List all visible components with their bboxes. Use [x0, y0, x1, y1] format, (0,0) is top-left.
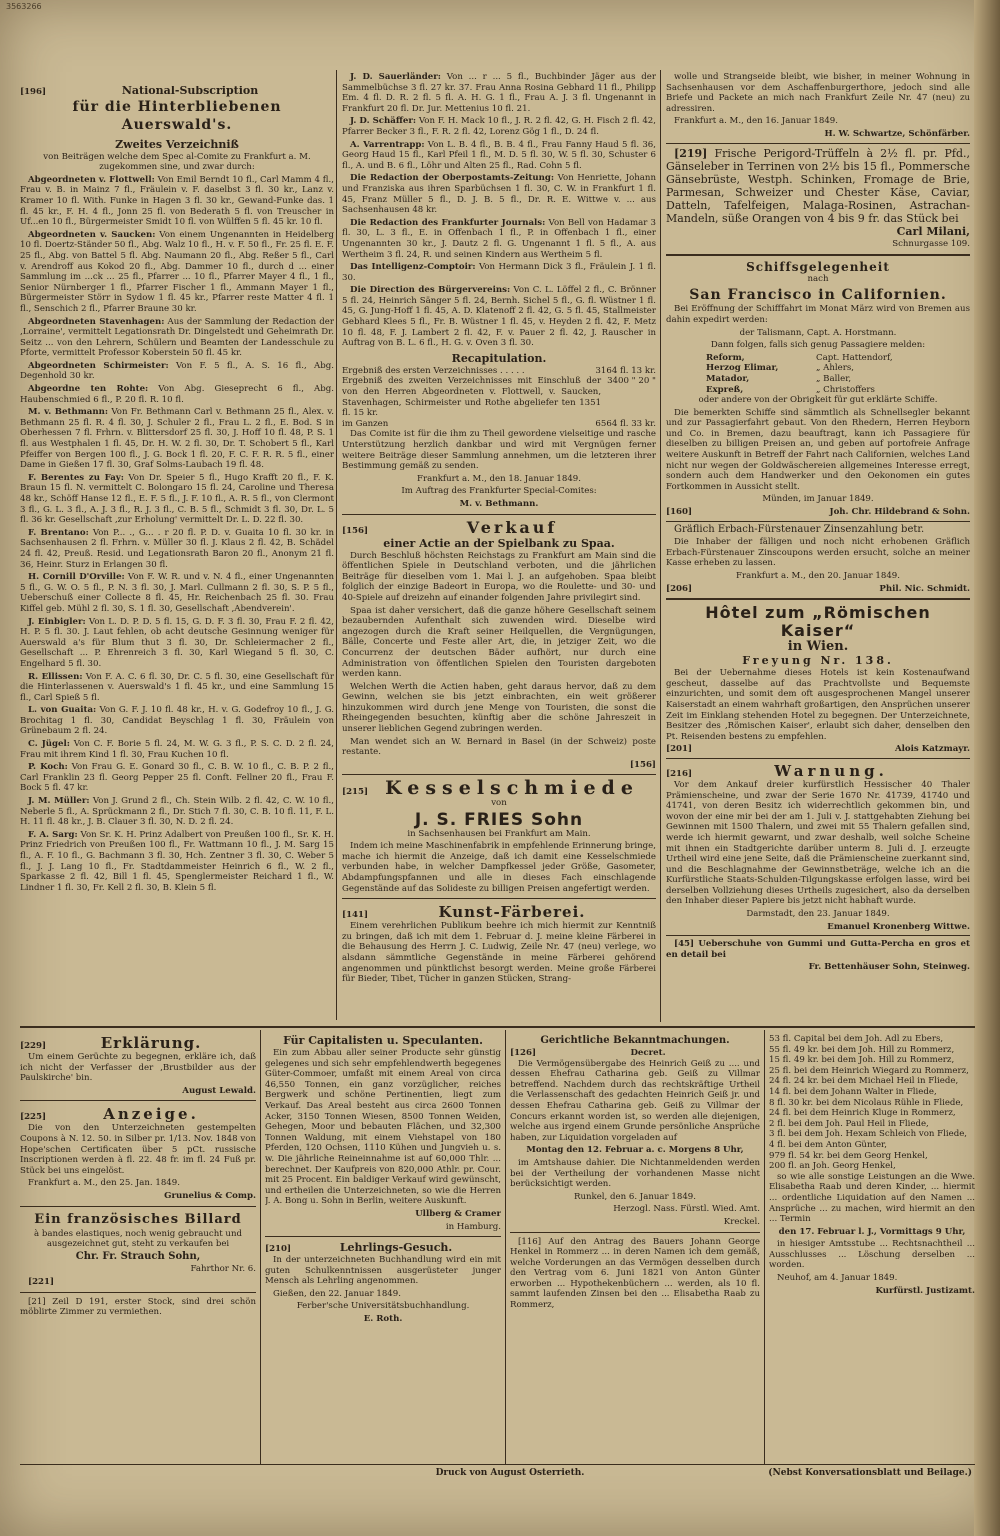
ad215-text: Indem ich meine Maschinenfabrik in empfehlende Erinnerung bringe, mache ich hiermit die Anzeige, daß ich damit eine Kesselschmiede verbunden habe, in welcher Dampfkessel jeder Größe, Gasometer, Abdampfungspfannen und alle in dieses Fach einschlagende Gegenstände auf das Solideste zu billigen Preisen angefertigt werden. — [342, 841, 656, 894]
subscription-entry: Abgeordneten v. Saucken: Von einem Ungenannten in Heidelberg 10 fl. Doertz-Ständer 50 fl., Abg. Walz 10 fl., H. v. F. 50 fl., Fr. 25 fl. E. F. 25 fl., Abg. von Battel 5 fl. Abg. Naumann 20 fl., Abg. Reßer 5 fl., Carl v. Arendroff aus Kokod 20 fl., Abg. Dammer 10 fl., durch d ... einer Sammlung im ...ck ... 25 fl., Pfarrer ... 10 fl., Pfarrer Mayer 4 fl., 1 fl., Senior Nürnberger 1 fl., Pfarrer Fischer 1 fl., Ammann Mayer 1 fl., Bürgermeister Störr in Sydow 1 fl. 45 kr., Pfarrer reste Matter 4 fl. 1 fl., Senschich 2 fl., Pfarrer Braune 30 kr. — [20, 229, 334, 314]
footer-rule — [20, 1464, 975, 1465]
ship-name: Herzog Elimar, — [706, 363, 779, 374]
claim-item: 15 fl. 49 kr. bei dem Joh. Hill zu Rommerz, — [769, 1055, 955, 1066]
recap-row — [342, 376, 656, 418]
billard-number: [221] — [28, 1276, 55, 1287]
subscription-entries — [20, 175, 334, 894]
ship-nach: nach — [807, 273, 829, 284]
section-rule — [342, 898, 656, 899]
column-3 — [666, 72, 970, 1020]
recap-label: Ergebniß des ersten Verzeichnisses . . . . . — [342, 365, 525, 376]
lehr-sign1: Ferber'sche Universitätsbuchhandlung. — [296, 1301, 470, 1312]
cap-number: [210] — [265, 1244, 292, 1255]
ad45-text: Ueberschuhe von Gummi und Gutta-Percha en gros et en detail bei — [666, 939, 970, 960]
claim-item: 200 fl. an Joh. Georg Henkel, — [769, 1161, 896, 1172]
column-divider — [764, 1030, 765, 1464]
ship-captain: „ Baller, — [816, 373, 852, 384]
warn-text: Vor dem Ankauf dreier kurfürstlich Hessischer 40 Thaler Prämienscheine, und zwar der Serie 1670 Nr. 41739, 41740 und 41741, von deren Besitz ich widerrechtlich gekommen bin, und wovon der eine mir bei der am 1. Juli v. J. stattgehabten Ziehung bei Gewinnen mit 1500 Thalern, und zwei mit 55 Thalern gefallen sind, werde ich hiermit gewarnt, und zwar deshalb, weil solche Scheine mit ihnen ein Stadtgerichte darüber unterm 8. Juli d. J. erzeugte Urtheil wird eine jene Seite, daß die Prämienscheine zuerkannt sind, und die Beschlagnahme der Gewinnstbeträge, welche ich an die Kurfürstliche Staats-Schulden-Tilgungskasse erfolgen lasse, wird bei derselben Vollziehung dieses Urtheils zugesichert, also da derselben den Inhaber dieser Papiere bis jetzt nicht habhaft wurde. — [666, 779, 970, 907]
section-rule — [342, 774, 656, 775]
recap-row — [342, 419, 656, 430]
bottom-column-a — [20, 1034, 256, 1462]
subscription-entry: Abgeordneten v. Flottwell: Von Emil Berndt 10 fl., Carl Mamm 4 fl., Frau v. B. in Mainz 7 fl., Fräulein v. F. daselbst 3 fl. 30 kr., Lanz v. Kramer 10 fl. With. Funke in Hagen 3 fl. 30 kr., Gewand-Funke das. 1 fl. 45 kr., F. H. 4 fl., Jonn 25 fl. von Bederath 5 fl. von Treuscher in Uf...en 10 fl., Bürgermeister Smidt 10 fl. von Wülffen 5 fl. 45 kr. 10 fl. — [20, 174, 334, 228]
column-2 — [342, 72, 656, 1018]
ad215-von: von — [491, 798, 507, 809]
recap-row — [342, 366, 656, 377]
ad225-number: [225] — [20, 1112, 47, 1123]
ship-date: Münden, im Januar 1849. — [762, 494, 874, 505]
ad229-sign: August Lewald. — [182, 1085, 256, 1096]
footer-printer: Druck von August Osterrieth. — [435, 1468, 585, 1478]
ad141-title: Kunst-Färberei. — [438, 903, 586, 922]
section-rule — [510, 1232, 760, 1233]
hotel-city: in Wien. — [787, 639, 849, 655]
subscription-entry: Abgeordneten Stavenhagen: Aus der Sammlung der Redaction der ‚Lorraine', vermittelt Legationsrath Dr. Dingelstedt und Geheimrath Dr. Seitz ... von den Lehrern, Schülern und Beamten der Landesschule zu Pforte, vermittelt Professor Koberstein 50 fl. 45 kr. — [20, 316, 334, 359]
dyer-continued: wolle und Strangseide bleibt, wie bisher, in meiner Wohnung in Sachsenhausen vor dem Aschaffenburgerthore, jedoch sind alle Briefe und Packete an mich nach Frankfurt Zeile Nr. 47 (neu) zu adressiren. — [666, 72, 970, 114]
claim-item: 53 fl. Capital bei dem Joh. Adl zu Ebers, — [769, 1034, 944, 1044]
section-rule — [666, 598, 970, 600]
ad225-title: Anzeige. — [103, 1105, 199, 1124]
ad215-place: in Sachsenhausen bei Frankfurt am Main. — [407, 828, 591, 839]
warn-date: Darmstadt, den 23. Januar 1849. — [746, 909, 890, 920]
warn-number: [216] — [666, 768, 693, 779]
page-number: [196] — [20, 87, 47, 97]
ad156-p3: Welchen Werth die Actien haben, geht daraus hervor, daß zu dem Gewinn, welchen sie bis jetzt einbrachten, ein weit größerer hinzukommen wird durch jene Menge von Touristen, die sonst die Rheingegenden besuchten, künftig aber die schöne Jahreszeit in unserer lieblichen Gegend zubringen werden. — [342, 681, 656, 735]
ger-text2: im Amtshause dahier. Die Nichtanmeldenden werden bei der Vertheilung der vorhandenen Masse nicht berücksichtigt werden. — [510, 1157, 760, 1190]
ship-row — [666, 353, 970, 364]
subscription-entry: F. Brentano: Von P... ., G... . r 20 fl. P. D. v. Guaita 10 fl. 30 kr. in Sachsenhausen 2 fl. Frhrn. v. Müller 30 fl. J. Klaus 2 fl. 42, B. Schädel 24 fl. 42, Preuß. Resid. und Legationsrath Baron 20 fl., Anonym 21 fl. 36, Heinr. Sturz in Erlangen 30 fl. — [20, 527, 334, 570]
recap-table — [342, 366, 656, 430]
subscription-entry: J. Einbigler: Von L. D. P. D. 5 fl. 15, G. D. F. 3 fl. 30, Frau F. 2 fl. 42, H. P. 5 fl. 30. J. Laut fehlen, ob acht deutsche Gesinnung weniger für Auerswald a's für Blum thut 3 fl. 30, Dr. Schleiermacher 2 fl., Gesellschaft ... P. Ehrenreich 3 fl. 30, Karl Wiegand 5 fl. 30, C. Engelhard 5 fl. 30. — [20, 616, 334, 669]
recap-value: 3164 fl. 13 kr. — [595, 365, 656, 376]
subscription-entry: Die Redaction der Oberpostamts-Zeitung: Von Henriette, Johann und Franziska aus ihren Sparbüchsen 1 fl. 30, C. W. in Frankfurt 1 fl. 45, Franz Müller 5 fl., D. J. B. 5 fl., Dr. R. E. Wittwe v. ... aus Sachsenhausen 48 kr. — [342, 173, 656, 216]
ship-list — [666, 353, 970, 395]
ad45-sign: Fr. Bettenhäuser Sohn, Steinweg. — [808, 962, 970, 973]
ad156-number: [156] — [342, 525, 369, 536]
ship-captain: „ Christoffers — [816, 384, 875, 395]
recap-label: im Ganzen — [342, 418, 389, 429]
closing-sign-intro: Im Auftrag des Frankfurter Special-Comites: — [401, 486, 597, 497]
claim-item: 25 fl. bei dem Heinrich Wiegard zu Rommerz, — [769, 1065, 969, 1076]
subscription-title: für die Hinterbliebenen Auerswald's. — [72, 98, 282, 133]
claim-item: 2 fl. bei dem Joh. Paul Heil in Fliede, — [769, 1118, 929, 1129]
subscription-entry: Abgeordneten Schirmeister: Von F. 5 fl., A. S. 16 fl., Abg. Degenhold 30 kr. — [20, 360, 334, 382]
lehr-sign2: E. Roth. — [363, 1314, 403, 1325]
subscription-entry: H. Cornill D'Orville: Von F. W. R. und v. N. 4 fl., einer Ungenannten 5 fl., G. W. O. 5 fl., P. N. 3 fl. 30, J. Marl. Cullmann 2 fl. 30, S. P. 5 fl., Ueberschuß einer Collecte 8 fl. 45, Hr. Reichenbach 25 fl. 30. Frau Kiffel geb. Mühl 2 fl. 30, S. 1 fl. 30, Gesellschaft ‚Abendverein'. — [20, 572, 334, 614]
ad156-subtitle: einer Actie an der Spielbank zu Spaa. — [383, 536, 615, 550]
ad206-date: Frankfurt a. M., den 20. Januar 1849. — [736, 571, 900, 581]
claim-item: 14 fl. bei dem Johann Walter in Fliede, — [769, 1086, 937, 1097]
ad215-firm: J. S. FRIES Sohn — [414, 809, 584, 830]
section-rule — [666, 143, 970, 144]
ad219-sign: Carl Milani, — [896, 224, 970, 238]
archive-mark: 3563266 — [6, 2, 42, 11]
ad229-text: Um einem Gerüchte zu begegnen, erkläre ich, daß ich nicht der Verfasser der ‚Brustbilder aus der Paulskirche' bin. — [20, 1052, 256, 1084]
ad206-sign: Phil. Nic. Schmidt. — [879, 583, 970, 594]
ad219-text: Frische Perigord-Trüffeln à 2½ fl. pr. Pfd., Gänseleber in Terrinen von 2½ bis 15 fl., Pommersche Gänsebrüste, Westph. Schinken, Fromage de Brie, Parmesan, Schweizer und Chester Käse, Caviar, Datteln, Tafelfeigen, Malaga-Rosinen, Astrachan-Mandeln, süße Orangen von 4 bis 9 fr. das Stück bei — [666, 146, 970, 225]
bottom-section-rule — [20, 1026, 975, 1028]
ad229-number: [229] — [20, 1041, 47, 1051]
claim-item: 4 fl. bei dem Anton Günter, — [769, 1139, 887, 1150]
cap-place: in Hamburg. — [445, 1221, 501, 1232]
footer-note: (Nebst Konversationsblatt und Beilage.) — [768, 1468, 972, 1478]
list-date: Neuhof, am 4. Januar 1849. — [777, 1273, 898, 1284]
section-rule — [342, 514, 656, 515]
list-termin: den 17. Februar l. J., Vormittags 9 Uhr, — [778, 1226, 966, 1237]
lehr-date: Gießen, den 22. Januar 1849. — [273, 1288, 401, 1299]
ad156-p4: Man wendet sich an W. Bernard in Basel (in der Schweiz) poste restante. — [342, 736, 656, 758]
claims-list — [769, 1034, 975, 1172]
hotel-number: [201] — [666, 744, 693, 755]
ad229-title: Erklärung. — [100, 1034, 202, 1052]
column-1 — [20, 86, 334, 1026]
warn-title: Warnung. — [774, 761, 888, 780]
ship-sign: Joh. Chr. Hildebrand & Sohn. — [829, 507, 970, 518]
recap-label: Ergebniß des zweiten Verzeichnisses mit Einschluß der von den Herren Abgeordneten v. Flottwell, v. Saucken, Stavenhagen, Schirmeister und Rothe abgeliefer ten 1351 fl. 15 kr. — [342, 376, 602, 419]
ship-row — [666, 385, 970, 396]
subscription-subtitle: Zweites Verzeichniß — [115, 137, 239, 151]
hotel-text: Bei der Uebernahme dieses Hotels ist kein Kostenaufwand gescheut, dasselbe auf das Prachtvollste und Bequemste einzurichten, und somit dem oft ausgesprochenen Mangel unserer Kaiserstadt an einem wahrhaft großartigen, den Ansprüchen unserer Zeit im Einklang stehenden Hotel zu begegnen. Der Unterzeichnete, Besitzer des ‚Römischen Kaiser', erlaubt sich daher, denselben den Pt. Reisenden bestens zu empfehlen. — [666, 668, 970, 742]
lehr-text: In der unterzeichneten Buchhandlung wird ein mit guten Schulkenntnissen ausgerüsteter junger Mensch als Lehrling angenommen. — [265, 1255, 501, 1287]
column-divider — [336, 70, 337, 1020]
ad225-date: Frankfurt a. M., den 25. Jan. 1849. — [28, 1178, 180, 1189]
hotel-title: Hôtel zum „Römischen Kaiser“ — [705, 603, 931, 641]
ship-description: Die bemerkten Schiffe sind sämmtlich als Schnellsegler bekannt und zur Passagierfahrt gebaut. Von den Rhedern, Herren Heyborn und Co. in Bremen, dazu beauftragt, kann ich Passagiere für dieselben zu billigen Preisen an, und geben auf portofreie Anfrage weitere Auskunft in Betreff der Fahrt nach Californien, welches Land nicht nur wegen der Goldwäschereien allgemeines Interesse erregt, sondern auch dem Handwerker und den Oekonomen ein gutes Fortkommen in Aussicht stellt. — [666, 407, 970, 492]
subscription-kicker: National-Subscription — [121, 86, 259, 97]
list-text: so wie alle sonstige Leistungen an die Wwe. Elisabetha Raab und deren Kinder, ... hiermit ... ordentliche Liquidation auf den Namen ... Ansprüche ... zu machen, wird hiermit an den ... Termin — [769, 1171, 975, 1225]
subscription-entry: J. M. Müller: Von J. Grund 2 fl., Ch. Stein Wilb. 2 fl. 42, C. W. 10 fl., Neberle 5 fl., A. Sprückmann 2 fl., Dr. Stich 7 fl. 30, C. B. 10 fl. 11, F. L. H. 11 fl. 48 kr., J. B. Clauer 3 fl. 30, N. D. 2 fl. 24. — [20, 796, 334, 828]
column-divider — [505, 1030, 506, 1464]
hotel-address: Freyung Nr. 138. — [742, 654, 894, 668]
ship-destination: San Francisco in Californien. — [689, 287, 947, 304]
ad21-text: [21] Zeil D 191, erster Stock, sind drei schön möblirte Zimmer zu vermiethen. — [20, 1296, 256, 1318]
cap-sign: Ullberg & Cramer — [415, 1208, 501, 1219]
ger-number: [126] — [510, 1048, 537, 1058]
subscription-entry: P. Koch: Von Frau G. E. Gonard 30 fl., C. B. W. 10 fl., C. B. P. 2 fl., Carl Franklin 23 fl. Georg Pepper 25 fl. Conft. Fellner 20 fl., Frau F. Bock 5 fl. 47 kr. — [20, 762, 334, 794]
section-rule — [265, 1236, 501, 1237]
ger-date: Runkel, den 6. Januar 1849. — [573, 1191, 697, 1202]
claim-item: 55 fl. 49 kr. bei dem Joh. Hill zu Rommerz, — [769, 1044, 955, 1055]
ger-court: Herzogl. Nass. Fürstl. Wied. Amt. — [613, 1204, 760, 1215]
subscription-entry: Abgeordne ten Rohte: Von Abg. Gieseprecht 6 fl., Abg. Haubenschmied 6 fl., P. 20 fl. R. 10 fl. — [20, 384, 334, 405]
ship-number: [160] — [666, 507, 693, 518]
ger-text: Die Vermögensübergabe des Heinrich Geiß zu .... und dessen Ehefrau Catharina geb. Geiß zu Villmar betreffend. Nachdem durch das rechtskräftige Urtheil die Verlassenschaft des gedachten Heinrich Geiß jr. und dessen Ehefrau Catharina geb. Geiß zu Villmar der Concurs erkannt worden ist, so werden alle diejenigen, welche aus irgend einem Grunde persönliche Ansprüche haben, zur Liquidation vorgeladen auf — [510, 1058, 760, 1143]
subscription-entry: Die Direction des Bürgervereins: Von C. L. Löffel 2 fl., C. Brönner 5 fl. 24, Heinrich Sänger 5 fl. 24, Bernh. Sichel 5 fl., G. fl. Wüstner 1 fl. 45, G. Jung-Hoff 1 fl. 45, A. D. Klatenoff 2 fl. 42, G. 5 fl. 45, Stallmeister Gebhard Klees 5 fl., Fr. B. Wüstner 1 fl. 45, v. Heyden 2 fl. 42, F. Metz 10 fl. 48, F. J. Lambert 2 fl. 42, F. v. Pauer 2 fl. 42, J. Rauscher in Auftrag von B. L. 6 fl., H. G. v. Oven 3 fl. 30. — [342, 285, 656, 349]
subscription-entry: L. von Guaita: Von G. F. J. 10 fl. 48 kr., H. v. G. Godefroy 10 fl., J. G. Brochitag 1 fl. 30, Candidat Beyschlag 1 fl. 30, Fräulein von Grünebaum 2 fl. 24. — [20, 705, 334, 737]
ad215-title: Kesselschmiede — [385, 777, 639, 800]
subscription-intro: von Beiträgen welche dem Spec al-Comite zu Frankfurt a. M. zugekommen sine, und zwar durch: — [43, 151, 311, 173]
ger-title: Gerichtliche Bekanntmachungen. — [540, 1035, 730, 1046]
bottom-column-d — [769, 1034, 975, 1462]
billard-sign: Chr. Fr. Strauch Sohn, — [75, 1250, 201, 1262]
section-rule — [666, 758, 970, 759]
subscription-entry: M. v. Bethmann: Von Fr. Bethmann Carl v. Bethmann 25 fl., Alex. v. Bethmann 25 fl. R. 4 fl. 30, J. Schuler 2 fl., Frau L. 2 fl., E. Bod. S in Oberhessen 7 fl. Frhrn. v. Blittersdorf 25 fl. 30, J. Hoff 10 fl. 48, P. S. 1 fl. aus Westphalen 1 fl. 45, Dr. H. W. 2 fl. 30, Dr. T. Schobert 5 fl., Karl Pfeiffer von Bergen 100 fl., J. G. Bock 1 fl. 20, F. C. F. R. R. 5 fl., einer Dame in Gießen 17 fl. 30, Graf Solms-Laubach 19 fl. 48. — [20, 407, 334, 471]
ship-title: Schiffsgelegenheit — [746, 259, 890, 274]
ship-name: Expreß, — [706, 384, 744, 395]
ship-first: der Talismann, Capt. A. Horstmann. — [739, 327, 897, 338]
claim-item: 979 fl. 54 kr. bei dem Georg Henkel, — [769, 1150, 928, 1161]
cap-text: Ein zum Abbau aller seiner Producte sehr günstig gelegenes und sich sehr empfehlendwerth begegenes Güter-Commoer, umfaßt mit einem Areal von circa 46,550 Tonnen, ein ganz vorzüglicher, reiches Bergwerk und schöne Pertinentien, liegt zum Verkauf. Das Areal besteht aus circa 2600 Tonnen Acker, 3150 Tonnen Wiesen, 8500 Tonnen Weiden, Gehegen, Moor und bebauten Flächen, und 32,300 Tonnen Waldung, mit einem Viehstapel von 180 Pferden, 120 Ochsen, 1110 Kühen und Jungvieh u. s. w. Die jährliche Reineinnahme ist auf 60,000 Thlr. ... berechnet. Der Kaufpreis von 820,000 Athlr. pr. Cour. mit 25 Procent. Ein baldiger Verkauf wird gewünscht, und ertheilen die Unterzeichneten, so wie die Herren J. A. Bong u. Sohn in Berlin, weitere Auskunft. — [265, 1048, 501, 1207]
section-rule — [20, 1292, 256, 1293]
billard-address: Fahrthor Nr. 6. — [190, 1264, 256, 1275]
bottom-column-c — [510, 1034, 760, 1462]
ad215-number: [215] — [342, 787, 369, 798]
ad45-number: [45] — [674, 939, 695, 950]
section-rule — [666, 521, 970, 522]
claim-item: 24 fl. 24 kr. bei dem Michael Heil in Fliede, — [769, 1076, 959, 1087]
subscription-entry: Die Redaction des Frankfurter Journals: Von Bell von Hadamar 3 fl. 30, L. 3 fl., E. in Offenbach 1 fl., P. in Offenbach 1 fl., einer Ungenannten 30 kr., J. Dautz 2 fl. G. Ungenannt 1 fl. 5 fl., A. aus Wertheim 3 fl. 24, R. und seinen Kindern aus Wertheim 5 fl. — [342, 217, 656, 260]
subscription-entry: Das Intelligenz-Comptoir: Von Hermann Dick 3 fl., Fräulein J. 1 fl. 30. — [342, 262, 656, 283]
closing-sign: M. v. Bethmann. — [459, 498, 539, 509]
billard-title: Ein französisches Billard — [34, 1211, 242, 1227]
cap-title: Für Capitalisten u. Speculanten. — [283, 1034, 483, 1047]
ger-termin: Montag den 12. Februar a. c. Morgens 8 Uhr, — [526, 1145, 744, 1156]
ger116-text: [116] Auf den Antrag des Bauers Johann George Henkel in Rommerz ... in deren Namen ich dem gemäß, welche Vorderungen an das Vermögen desselben durch den Vertrag vom 6. Juni 1821 von Anton Günter erworben ... Hypothekenbüchern ... werden, als 10 fl. sammt laufenden Zinsen bei den ... Elisabetha Raab zu Rommerz, — [510, 1236, 760, 1311]
column-divider — [260, 1030, 261, 1464]
subscription-entry: J. D. Schäffer: Von F. H. Mack 10 fl., J. R. 2 fl. 42, G. H. Fisch 2 fl. 42, Pfarrer Becker 3 fl., F. R. 2 fl. 42, Lorenz Gög 1 fl., D. 24 fl. — [342, 116, 656, 137]
ship-other: oder andere von der Obrigkeit für gut erklärte Schiffe. — [698, 395, 938, 406]
claim-item: 8 fl. 30 kr. bei dem Nicolaus Rühle in Fliede, — [769, 1097, 964, 1108]
hotel-sign: Alois Katzmayr. — [894, 744, 970, 755]
bottom-column-b — [265, 1034, 501, 1462]
warn-sign: Emanuel Kronenberg Wittwe. — [827, 921, 970, 932]
section-rule — [666, 935, 970, 936]
ad219-number: [219] — [674, 146, 708, 160]
recap-value: 6564 fl. 33 kr. — [595, 418, 656, 429]
dyer-sign: H. W. Schwartze, Schönfärber. — [824, 128, 970, 139]
ad225-text: Die von den Unterzeichneten gestempelten Coupons à N. 12. 50. in Silber pr. 1/13. Nov. 1848 von Hope'schen Certificaten über 5 pCt. russische Inscriptionen werden à fl. 22. 48 fr. im fl. 24 Fuß pr. Stück bei uns eingelöst. — [20, 1123, 256, 1176]
page-edge-shadow — [974, 0, 1000, 1536]
ad156-p2: Spaa ist daher versichert, daß die ganze höhere Gesellschaft seinem bezaubernden Aufenthalt sich zuwenden wird. Dieselbe wird angezogen durch die Kraft seiner Heilquellen, die Vergnügungen, Bälle, Concerte und Feste aller Art, die, in jetziger Zeit, wo die Concurrenz der deutschen Bäder aufhört, nur durch eine Administration von öffentlichen Spielen den Touristen dargeboten werden kann. — [342, 605, 656, 680]
section-rule — [666, 254, 970, 256]
claim-item: 24 fl. bei dem Heinrich Kluge in Rommerz, — [769, 1108, 956, 1119]
ad219-address: Schnurgasse 109. — [892, 239, 970, 250]
ship-captain: Capt. Hattendorf, — [816, 352, 893, 363]
list-court: Kurfürstl. Justizamt. — [875, 1285, 975, 1296]
ship-intro: Bei Eröffnung der Schifffahrt im Monat März wird von Bremen aus dahin expedirt werden: — [666, 304, 970, 325]
ship-row — [666, 374, 970, 385]
ad206-text: Die Inhaber der fälligen und noch nicht erhobenen Gräflich Erbach-Fürstenauer Zinscoupons werden ersucht, solche an meiner Kasse erheben zu lassen. — [666, 537, 970, 569]
ger-sign: Kreckel. — [723, 1216, 760, 1227]
ad225-sign: Grunelius & Comp. — [164, 1190, 256, 1201]
ad156-end: [156] — [629, 759, 656, 770]
ship-then: Dann folgen, falls sich genug Passagiere melden: — [710, 340, 926, 351]
subscription-entry: A. Varrentrapp: Von L. B. 4 fl., B. B. 4 fl., Frau Fanny Haud 5 fl. 36, Georg Haud 15 fl., Karl Pfeil 1 fl., M. D. 5 fl. 30, W. 5 fl. 30, Schuster 6 fl., A. und B. 6 fl., Löhr und Alten 25 fl., Rad. Cohn 5 fl. — [342, 139, 656, 171]
lehr-title: Lehrlings-Gesuch. — [339, 1241, 453, 1255]
closing-date: Frankfurt a. M., den 18. Januar 1849. — [417, 473, 581, 484]
closing-text: Das Comite ist für die ihm zu Theil gewordene vielseitige und rasche Unterstützung herzlich dankbar und wird mit Vergnügen ferner weitere Beiträge dieser Sammlung annehmen, um die letzteren ihrer Bestimmung gemäß zu senden. — [342, 429, 656, 472]
subscription-entries-cont — [342, 72, 656, 349]
section-rule — [20, 1100, 256, 1101]
billard-text: à bandes elastiques, noch wenig gebraucht und ausgezeichnet gut, steht zu verkaufen bei — [33, 1228, 242, 1250]
subscription-entry: F. Berentes zu Fay: Von Dr. Speier 5 fl., Hugo Krafft 20 fl., F. K. Braun 15 fl. N. vermittelt C. Bolongaro 15 fl. 24, Caroline und Theresa 48 kr., Schöff Hanse 12 fl., E. F. 5 fl., J. F. 10 fl., A. R. 5 fl., von Clermont 3 fl., G. L. 3 fl., A. J. 3 fl., R. J. 3 fl., C. B. 5 fl., Schmidt 3 fl. 30, Dr. L. 5 fl. 36 kr. Gesellschaft ‚zur Erholung' vermittelt Dr. L. D. 22 fl. 30. — [20, 472, 334, 526]
column-divider — [660, 70, 661, 1022]
ad206-number: [206] — [666, 583, 693, 594]
ad141-number: [141] — [342, 910, 369, 921]
claim-item: 3 fl. bei dem Joh. Hexam Schleich von Fliede, — [769, 1129, 968, 1140]
dyer-date: Frankfurt a. M., den 16. Januar 1849. — [674, 116, 838, 127]
section-rule — [20, 1206, 256, 1207]
ship-name: Matador, — [706, 373, 750, 384]
ad156-title: Verkauf — [466, 517, 558, 537]
ad156-p1: Durch Beschluß höchsten Reichstags zu Frankfurt am Main sind die öffentlichen Spiele in Deutschland verboten, und die jährlichen Beiträge für dieselben vom 1. Mai l. J. an aufgehoben. Spaa bleibt folglich der einzige Badeort in Europa, wo die Roulette- und 30- und 40-Spiele auf dreizehn auf einander folgenden Jahre privilegirt sind. — [342, 550, 656, 603]
ad206-title: Gräflich Erbach-Fürstenauer Zinsenzahlung betr. — [674, 523, 925, 535]
recap-title: Recapitulation. — [451, 351, 547, 365]
ship-captain: „ Ahlers, — [816, 363, 855, 374]
ger-sub: Decret. — [630, 1048, 666, 1058]
recap-value: 3400 " 20 " — [607, 376, 656, 387]
ship-name: Reform, — [706, 352, 745, 363]
subscription-entry: F. A. Sarg: Von Sr. K. H. Prinz Adalbert von Preußen 100 fl., Sr. K. H. Prinz Friedrich von Preußen 100 fl., Fr. Wattmann 10 fl., J. M. Sarg 15 fl., A. F. 10 fl., G. Bachmann 3 fl. 30, Hch. Zentner 3 fl. 30, C. Weber 5 fl., J. J. Lang 10 fl., Fr. Stadtdammeister Heinrich 6 fl., W. 2 fl., Sparkasse 2 fl. 42, Bill 1 fl. 45, Spenglermeister Reichard 1 fl., W. Lindner 1 fl. 30, Fr. Kell 2 fl. 30, B. Klein 5 fl. — [20, 829, 334, 893]
list-text2: in hiesiger Amtsstube ... Rechtsnachtheil ... Ausschlusses ... Löschung derselben ... worden. — [769, 1239, 975, 1271]
ad141-text: Einem verehrlichen Publikum beehre ich mich hiermit zur Kenntniß zu bringen, daß ich mit dem 1. Februar d. J. meine kleine Färberei in die Behausung des Herrn J. C. Ludwig, Zeile Nr. 47 (neu) verlege, wo alsdann sämmtliche Gegenstände in meine Färberei gehörend angenommen und pünktlichst besorgt werden. Meine große Färberei für Bieder, Tibet, Tücher in ganzen Stücken, Strang- — [342, 921, 656, 985]
subscription-entry: C. Jügel: Von C. F. Borie 5 fl. 24, M. W. G. 3 fl., P. S. C. D. 2 fl. 24, Frau mit ihrem Kind 1 fl. 30, Frau Kuchen 10 fl. — [20, 739, 334, 760]
subscription-entry: R. Ellissen: Von F. A. C. 6 fl. 30, Dr. C. 5 fl. 30, eine Gesellschaft für die Hinterlassenen v. Auerswald's 1 fl. 45 kr., und eine Sammlung 15 fl., Carl Spieß 5 fl. — [20, 671, 334, 703]
ship-row — [666, 363, 970, 374]
subscription-entry: J. D. Sauerländer: Von ... r ... 5 fl., Buchbinder Jäger aus der Sammelbüchse 3 fl. 27 kr. 37. Frau Anna Rosina Gebhard 11 fl., Philipp Em. 4 fl. D. R. 2 fl. 5 fl. A. H. G. 1 fl., Frau A. J. 3 fl. Ungenannt in Frankfurt 20 fl. Dr. Jur. Mettenius 10 fl. 21. — [342, 72, 656, 114]
